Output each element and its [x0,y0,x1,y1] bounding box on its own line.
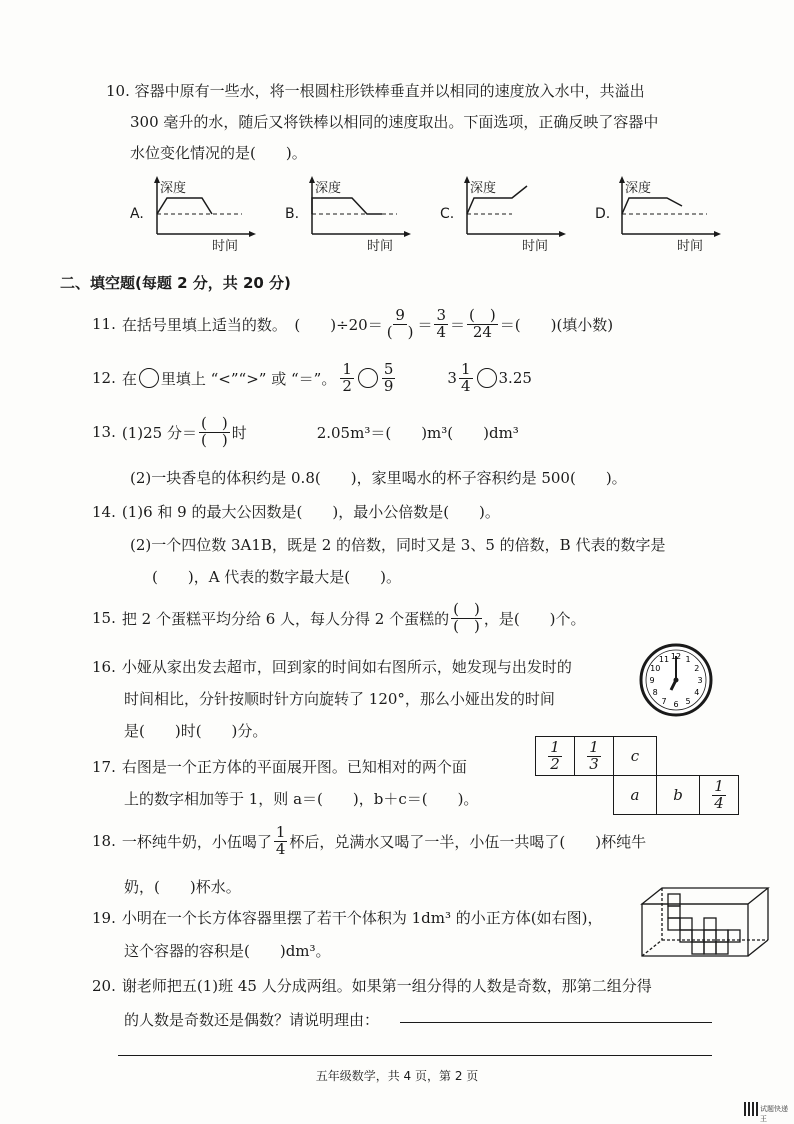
q20-line2: 的人数是奇数还是偶数？请说明理由： [124,1011,380,1029]
page-footer: 五年级数学，共 4 页，第 2 页 [315,1069,479,1083]
q19-line1: 19. 小明在一个长方体容器里摆了若干个体积为 1dm³ 的小正方体(如右图)， [92,909,603,927]
graph-c[interactable]: C. 深度 时间 [440,176,590,252]
graph-a[interactable]: A. 深度 时间 [130,176,280,252]
q15: 15. 把 2 个蛋糕平均分给 6 人，每人分得 2 个蛋糕的 $\frac{( )}{( )}$ ，是( )个。 [92,599,586,635]
q14-part1: 14. (1)6 和 9 的最大公因数是( )，最小公倍数是( )。 [92,503,500,521]
q12: 12. 在 里填上 “<”“>” 或 “＝”。 $\frac{1}{2}$ $\frac{5}{9}$ 3 $\frac{1}{4}$ 3.25 [92,359,532,395]
clock-numeral: 11 [658,655,670,665]
q13-part1: 13. (1)25 分＝ $\frac{( )}{( )}$ 时 2.05m³＝( )m³( )dm³ [92,413,519,449]
compare-circle-icon [139,368,159,388]
net-face-c: c [614,737,657,776]
cuboid-container-figure [638,884,772,960]
net-face-a: a [614,776,657,815]
clock-numeral: 5 [685,696,691,706]
q18-line1: 18. 一杯纯牛奶，小伍喝了 $\frac{1}{4}$ 杯后，兑满水又喝了一半，小伍一共喝了( )杯纯牛 [92,822,647,858]
q16-line1: 16. 小娅从家出发去超市，回到家的时间如右图所示，她发现与出发时的 [92,658,572,676]
watermark-logo: 试题快递王 [760,1105,788,1123]
clock-numeral: 6 [673,700,679,709]
cube-net [535,736,739,815]
q16-line3: 是( )时( )分。 [124,722,268,740]
net-face-half: $\frac{1}{2}$ [536,737,575,776]
q16-line2: 时间相比，分针按顺时针方向旋转了 120°，那么小娅出发的时间 [124,690,555,708]
q11: 11. 在括号里填上适当的数。 ( )÷20＝ $\frac{9}{( )}$ ＝ $\frac{3}{4}$ ＝ $\frac{( )}{24}$ ＝( )(填小数) [92,305,614,341]
q13-part2: (2)一块香皂的体积约是 0.8( )，家里喝水的杯子容积约是 500( )。 [130,469,627,487]
q10-line2: 300 毫升的水，随后又将铁棒以相同的速度取出。下面选项，正确反映了容器中 [130,113,659,131]
q20-answer-line-2[interactable] [118,1055,712,1056]
q10-graphs [130,176,730,252]
qr-code-icon [744,1102,758,1116]
q14-part2a: (2)一个四位数 3A1B，既是 2 的倍数，同时又是 3、5 的倍数，B 代表的数字是 [130,536,666,554]
clock-numeral: 2 [694,664,700,673]
net-face-b: b [657,776,700,815]
q17-line2: 上的数字相加等于 1，则 a＝( )，b＋c＝( )。 [124,790,479,808]
compare-circle-2[interactable] [477,368,497,388]
clock-numeral: 1 [685,655,691,665]
clock-numeral: 7 [661,696,667,706]
q20-answer-line-1[interactable] [400,1022,712,1023]
clock-numeral: 9 [649,676,655,685]
q20-line1: 20. 谢老师把五(1)班 45 人分成两组。如果第一组分得的人数是奇数，那第二组分得 [92,977,652,995]
compare-circle-1[interactable] [358,368,378,388]
net-face-quarter: $\frac{1}{4}$ [700,776,739,815]
clock-numeral: 3 [697,676,703,685]
q14-part2b: ( )，A 代表的数字最大是( )。 [152,568,402,586]
q17-line1: 17. 右图是一个正方体的平面展开图。已知相对的两个面 [92,758,467,776]
graph-d[interactable]: D. 深度 时间 [595,176,745,252]
graph-b[interactable]: B. 深度 时间 [285,176,435,252]
clock-numeral: 8 [652,688,658,697]
section2-title: 二、填空题(每题 2 分，共 20 分) [60,274,291,292]
q19-line2: 这个容器的容积是( )dm³。 [124,942,331,960]
clock-numeral: 12 [670,652,682,661]
q10-line1: 10. 容器中原有一些水，将一根圆柱形铁棒垂直并以相同的速度放入水中，共溢出 [106,82,645,100]
clock-numeral: 10 [650,664,661,673]
clock-icon [638,642,714,718]
clock-numeral: 4 [694,688,700,697]
q18-line2: 奶，( )杯水。 [124,878,241,896]
q10-line3: 水位变化情况的是( )。 [130,144,307,162]
net-face-third: $\frac{1}{3}$ [575,737,614,776]
